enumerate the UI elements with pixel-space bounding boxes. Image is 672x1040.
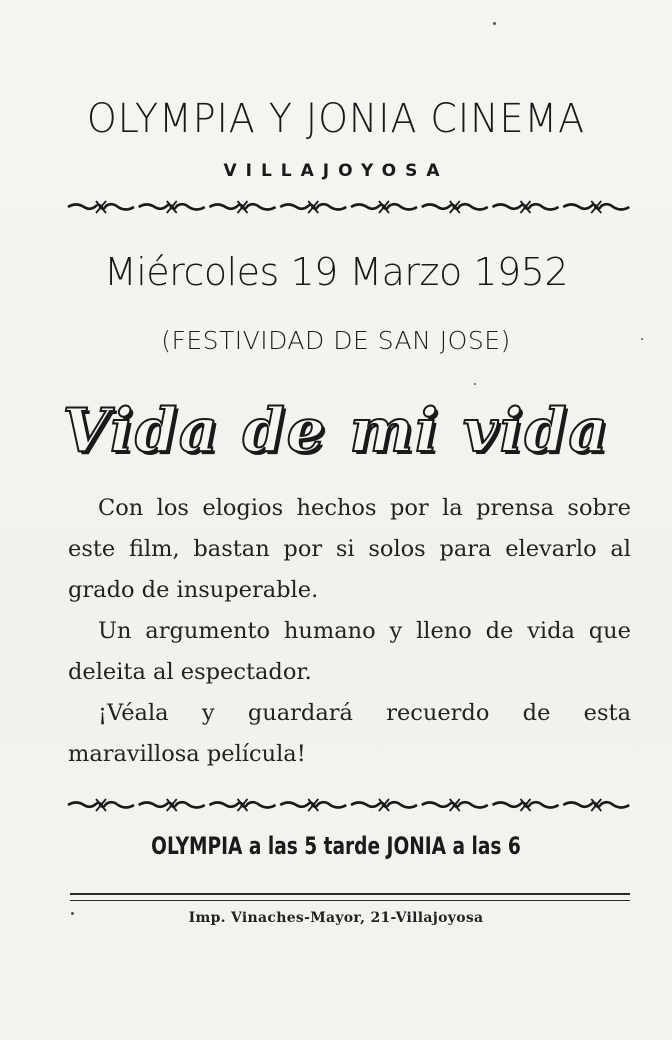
printer-imprint: Imp. Vinaches-Mayor, 21-Villajoyosa: [188, 910, 484, 926]
ornament-motif: [422, 799, 488, 811]
description-paragraph: Con los elogios hechos por la prensa sobre este film, bastan por si solos para elevarlo al grado de insuperable.: [68, 495, 631, 603]
ornament-motif: [422, 201, 488, 213]
ink-speck: [641, 338, 643, 340]
ornament-motif: [493, 799, 559, 811]
ornament-divider-top: [66, 198, 632, 216]
ornament-motif: [210, 799, 276, 811]
description-paragraph: Un argumento humano y lleno de vida que deleita al espectador.: [68, 618, 631, 685]
ornament-motif: [139, 201, 205, 213]
film-title: Vida de mi vida: [62, 396, 610, 466]
screening-date: Miércoles 19 Marzo 1952: [103, 250, 569, 294]
ornament-motif: [351, 201, 417, 213]
ink-speck: [493, 22, 496, 25]
description-paragraph: ¡Véala y guardará recuerdo de esta maravillosa película!: [68, 700, 631, 767]
ornament-motif: [210, 201, 276, 213]
footer-rule: [70, 900, 630, 901]
showtimes: OLYMPIA a las 5 tarde JONIA a las 6: [151, 832, 521, 860]
ink-speck: [71, 912, 74, 915]
ornament-motif: [68, 799, 134, 811]
ornament-motif: [493, 201, 559, 213]
ornament-motif: [280, 799, 346, 811]
ornament-motif: [351, 799, 417, 811]
town-name: VILLAJOYOSA: [223, 161, 449, 181]
ornament-motif: [139, 799, 205, 811]
ornament-motif: [68, 201, 134, 213]
cinema-name: OLYMPIA Y JONIA CINEMA: [86, 96, 586, 142]
festivity-note: (FESTIVIDAD DE SAN JOSE): [161, 326, 511, 355]
ornament-divider-bottom: [66, 796, 632, 814]
description: [68, 488, 631, 775]
footer-rule: [70, 893, 630, 895]
ornament-motif: [563, 799, 629, 811]
ornament-motif: [563, 201, 629, 213]
ink-speck: [474, 383, 476, 385]
ornament-motif: [280, 201, 346, 213]
